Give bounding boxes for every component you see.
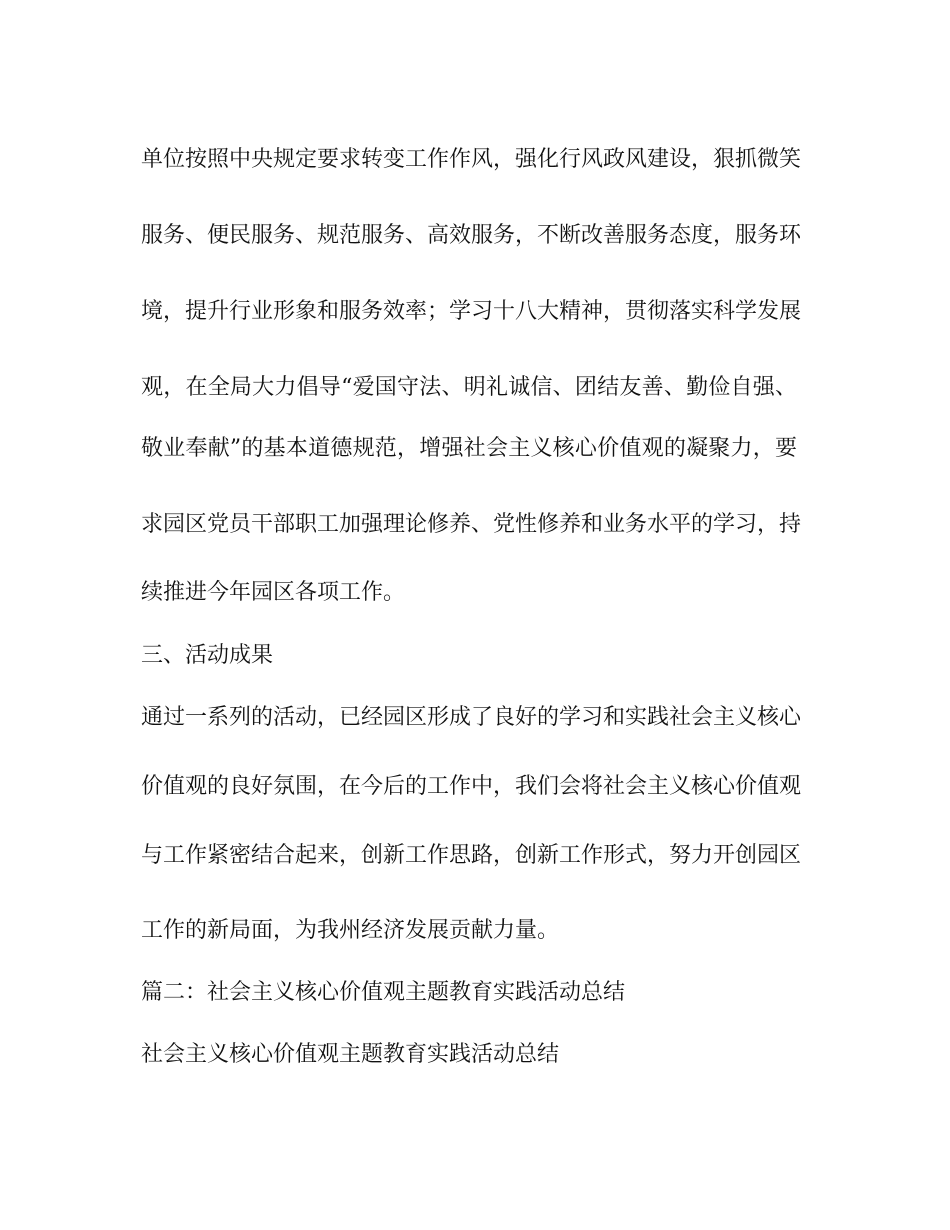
part-heading: 篇二：社会主义核心价值观主题教育实践活动总结 — [141, 980, 626, 1005]
paragraph-line: 价值观的良好氛围，在今后的工作中，我们会将社会主义核心价值观 — [141, 774, 802, 799]
paragraph-line: 敬业奉献”的基本道德规范，增强社会主义核心价值观的凝聚力，要 — [141, 436, 797, 461]
document-title: 社会主义核心价值观主题教育实践活动总结 — [141, 1042, 560, 1067]
paragraph-line: 单位按照中央规定要求转变工作作风，强化行风政风建设，狠抓微笑 — [141, 147, 802, 172]
section-heading: 三、活动成果 — [141, 643, 274, 668]
paragraph-line: 与工作紧密结合起来，创新工作思路，创新工作形式，努力开创园区 — [141, 843, 802, 868]
paragraph-line: 工作的新局面，为我州经济发展贡献力量。 — [141, 918, 560, 943]
paragraph-line: 续推进今年园区各项工作。 — [141, 580, 406, 605]
paragraph-line: 观，在全局大力倡导“爱国守法、明礼诚信、团结友善、勤俭自强、 — [141, 375, 797, 400]
paragraph-line: 求园区党员干部职工加强理论修养、党性修养和业务水平的学习，持 — [141, 512, 802, 537]
paragraph-line: 通过一系列的活动，已经园区形成了良好的学习和实践社会主义核心 — [141, 705, 802, 730]
paragraph-line: 境，提升行业形象和服务效率；学习十八大精神，贯彻落实科学发展 — [141, 299, 802, 324]
paragraph-line: 服务、便民服务、规范服务、高效服务，不断改善服务态度，服务环 — [141, 223, 802, 248]
